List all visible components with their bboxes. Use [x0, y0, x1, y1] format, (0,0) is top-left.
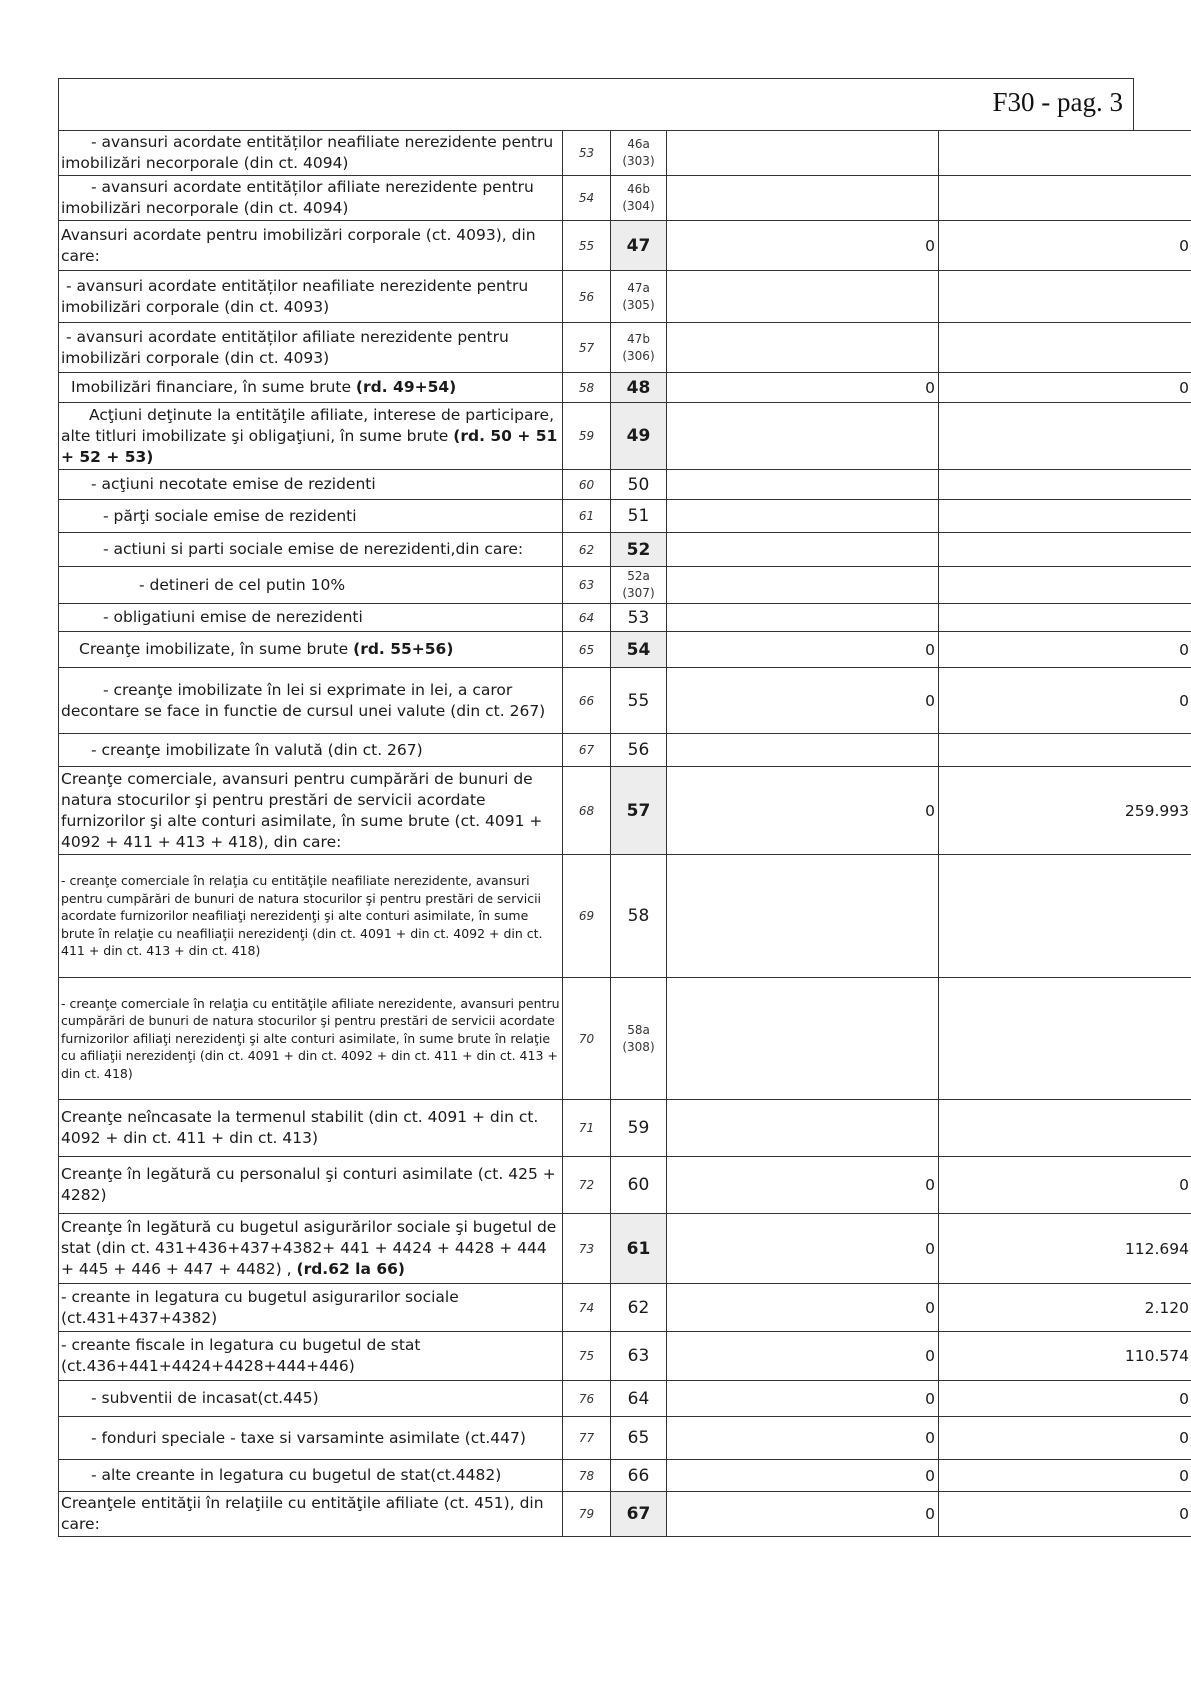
row-number: 76 [563, 1381, 611, 1417]
row-formula: (rd.62 la 66) [296, 1260, 405, 1278]
value-prior-period: 0 [667, 1417, 939, 1460]
row-description [59, 668, 563, 734]
table-row [59, 604, 1191, 632]
value-current-period [939, 176, 1191, 221]
value-prior-period: 0 [667, 1157, 939, 1214]
value-prior-period [667, 403, 939, 470]
row-code-label: 58a [627, 1022, 650, 1037]
row-code: 52 [611, 533, 667, 567]
row-code [611, 271, 667, 323]
row-number: 74 [563, 1284, 611, 1332]
row-code [611, 567, 667, 604]
row-number: 78 [563, 1460, 611, 1492]
row-code: 66 [611, 1460, 667, 1492]
value-current-period: 0 [939, 221, 1191, 271]
value-prior-period: 0 [667, 1381, 939, 1417]
row-description [59, 1417, 563, 1460]
table-row [59, 176, 1191, 221]
form-page [58, 78, 1189, 1537]
row-description-text: - obligatiuni emise de nerezidenti [103, 608, 363, 626]
row-code: 50 [611, 470, 667, 500]
table-body [59, 131, 1191, 1537]
value-prior-period [667, 604, 939, 632]
row-code-sub: (303) [622, 154, 655, 168]
row-description-text: Avansuri acordate pentru imobilizări corporale (ct. 4093), din care: [61, 225, 536, 265]
row-description-text: - creanţe comerciale în relaţia cu entităţile neafiliate nerezidente, avansuri pentru cumpărări de bunuri de natura stocurilor şi pentru prestări de servicii acordate furnizorilor neafiliaţi nerezidenţi şi alte conturi asimilate, în sume brute în relaţie cu neafiliaţii nerezidenţi (din ct. 4091 + din ct. 4092 + din ct. 411 + din ct. 413 + din ct. 418) [61, 873, 543, 959]
row-description [59, 567, 563, 604]
value-current-period: 0 [939, 1460, 1191, 1492]
value-current-period: 0 [939, 668, 1191, 734]
row-description-text: - creanţe comerciale în relaţia cu entităţile afiliate nerezidente, avansuri pentru cumpărări de bunuri de natura stocurilor şi pentru prestări de servicii acordate furnizorilor afiliaţi nerezidenţi şi alte conturi asimilate, în sume brute în relaţie cu afiliaţii nerezidenţi (din ct. 4091 + din ct. 4092 + din ct. 411 + din ct. 413 + din ct. 418) [61, 995, 560, 1081]
value-current-period [939, 500, 1191, 533]
value-prior-period [667, 855, 939, 978]
row-number: 59 [563, 403, 611, 470]
table-row [59, 131, 1191, 176]
table-row [59, 533, 1191, 567]
value-prior-period [667, 470, 939, 500]
value-current-period [939, 1100, 1191, 1157]
row-description-text: - părţi sociale emise de rezidenti [103, 506, 357, 525]
row-description [59, 1381, 563, 1417]
row-formula: (rd. 50 + 51 + 52 + 53) [61, 426, 558, 466]
row-number: 64 [563, 604, 611, 632]
value-current-period [939, 604, 1191, 632]
row-code [611, 323, 667, 373]
row-description-text: Acţiuni deţinute la entităţile afiliate, interese de participare, alte titluri imobilizate şi obligaţiuni, în sume brute [61, 405, 555, 445]
value-current-period [939, 470, 1191, 500]
row-description-text: - creante fiscale in legatura cu bugetul de stat (ct.436+441+4424+4428+444+446) [61, 1336, 421, 1375]
table-row [59, 403, 1191, 470]
row-code-sub: (307) [622, 586, 655, 600]
table-row [59, 767, 1191, 855]
row-description [59, 1100, 563, 1157]
row-description [59, 855, 563, 978]
row-description-text: Creanţe în legătură cu personalul şi conturi asimilate (ct. 425 + 4282) [61, 1165, 556, 1204]
row-description [59, 1460, 563, 1492]
row-number: 54 [563, 176, 611, 221]
row-number: 58 [563, 373, 611, 403]
row-description [59, 632, 563, 668]
table-row [59, 1157, 1191, 1214]
value-current-period: 0 [939, 1157, 1191, 1214]
value-prior-period [667, 533, 939, 567]
row-description [59, 978, 563, 1100]
row-description-text: - avansuri acordate entităților afiliate nerezidente pentru imobilizări necorporale (din ct. 4094) [61, 178, 534, 217]
row-code: 67 [611, 1492, 667, 1537]
table-row [59, 500, 1191, 533]
table-row [59, 373, 1191, 403]
row-code: 64 [611, 1381, 667, 1417]
row-code: 58 [611, 855, 667, 978]
value-prior-period [667, 131, 939, 176]
value-current-period [939, 734, 1191, 767]
value-prior-period [667, 734, 939, 767]
row-description [59, 470, 563, 500]
value-current-period: 0 [939, 632, 1191, 668]
row-description [59, 533, 563, 567]
row-number: 73 [563, 1214, 611, 1284]
table-row [59, 470, 1191, 500]
row-description [59, 767, 563, 855]
row-number: 70 [563, 978, 611, 1100]
value-prior-period [667, 1100, 939, 1157]
value-prior-period [667, 500, 939, 533]
row-number: 69 [563, 855, 611, 978]
value-current-period: 112.694 [939, 1214, 1191, 1284]
row-description-text: Imobilizări financiare, în sume brute [71, 378, 351, 396]
value-prior-period: 0 [667, 1332, 939, 1381]
row-description [59, 734, 563, 767]
row-number: 62 [563, 533, 611, 567]
value-prior-period: 0 [667, 373, 939, 403]
row-description [59, 1284, 563, 1332]
value-prior-period: 0 [667, 221, 939, 271]
row-number: 68 [563, 767, 611, 855]
row-description [59, 1157, 563, 1214]
row-code: 51 [611, 500, 667, 533]
table-row [59, 271, 1191, 323]
row-code-sub: (308) [622, 1039, 655, 1054]
row-description-text: - acţiuni necotate emise de rezidenti [91, 475, 376, 493]
value-current-period: 259.993 [939, 767, 1191, 855]
row-number: 72 [563, 1157, 611, 1214]
row-code: 49 [611, 403, 667, 470]
row-number: 63 [563, 567, 611, 604]
row-number: 53 [563, 131, 611, 176]
value-current-period: 110.574 [939, 1332, 1191, 1381]
row-code: 47 [611, 221, 667, 271]
value-current-period [939, 271, 1191, 323]
row-code [611, 176, 667, 221]
row-code-label: 47a [627, 280, 650, 295]
row-number: 66 [563, 668, 611, 734]
row-code: 59 [611, 1100, 667, 1157]
row-description [59, 500, 563, 533]
value-prior-period: 0 [667, 1492, 939, 1537]
row-description-text: - subventii de incasat(ct.445) [91, 1389, 319, 1407]
value-current-period [939, 403, 1191, 470]
row-description [59, 131, 563, 176]
value-current-period: 0 [939, 1381, 1191, 1417]
value-current-period: 0 [939, 1417, 1191, 1460]
row-number: 79 [563, 1492, 611, 1537]
row-description [59, 1214, 563, 1284]
row-description [59, 221, 563, 271]
table-row [59, 1214, 1191, 1284]
value-prior-period: 0 [667, 767, 939, 855]
row-description-text: - avansuri acordate entităților neafiliate nerezidente pentru imobilizări necorporale (din ct. 4094) [61, 133, 554, 172]
table-row [59, 734, 1191, 767]
row-code-sub: (304) [622, 199, 655, 213]
value-current-period [939, 323, 1191, 373]
table-row [59, 1284, 1191, 1332]
row-code: 56 [611, 734, 667, 767]
row-number: 67 [563, 734, 611, 767]
table-row [59, 1332, 1191, 1381]
table-row [59, 1381, 1191, 1417]
row-description [59, 176, 563, 221]
row-code-sub: (306) [622, 348, 655, 363]
row-number: 75 [563, 1332, 611, 1381]
table-row [59, 221, 1191, 271]
value-prior-period: 0 [667, 632, 939, 668]
row-code: 61 [611, 1214, 667, 1284]
value-prior-period [667, 567, 939, 604]
value-current-period [939, 533, 1191, 567]
row-description-text: - detineri de cel putin 10% [139, 575, 346, 594]
row-description-text: - alte creante in legatura cu bugetul de stat(ct.4482) [91, 1466, 502, 1484]
row-number: 56 [563, 271, 611, 323]
row-description-text: - avansuri acordate entităților afiliate nerezidente pentru imobilizări corporale (din ct. 4093) [61, 327, 509, 367]
value-prior-period [667, 978, 939, 1100]
value-current-period [939, 567, 1191, 604]
row-code: 57 [611, 767, 667, 855]
table-row [59, 323, 1191, 373]
row-number: 57 [563, 323, 611, 373]
table-row [59, 1417, 1191, 1460]
row-number: 65 [563, 632, 611, 668]
value-current-period [939, 855, 1191, 978]
row-code [611, 978, 667, 1100]
row-code-label: 47b [627, 331, 650, 346]
row-code: 48 [611, 373, 667, 403]
row-number: 71 [563, 1100, 611, 1157]
row-description-text: Creanţe comerciale, avansuri pentru cumpărări de bunuri de natura stocurilor şi pentru prestări de servicii acordate furnizorilor şi alte conturi asimilate, în sume brute (ct. 4091 + 4092 + 411 + 413 + 418), din care: [61, 769, 543, 851]
row-number: 77 [563, 1417, 611, 1460]
row-description [59, 323, 563, 373]
value-prior-period [667, 176, 939, 221]
row-description-text: Creanţele entităţii în relaţiile cu entităţile afiliate (ct. 451), din care: [61, 1494, 544, 1533]
table-row [59, 567, 1191, 604]
row-description-text: Creanţe neîncasate la termenul stabilit (din ct. 4091 + din ct. 4092 + din ct. 411 + din ct. 413) [61, 1108, 539, 1147]
row-description-text: Creanţe imobilizate, în sume brute [79, 640, 349, 658]
row-code-sub: (305) [622, 297, 655, 312]
table-row [59, 1460, 1191, 1492]
row-code: 54 [611, 632, 667, 668]
value-prior-period: 0 [667, 668, 939, 734]
table-row [59, 668, 1191, 734]
value-prior-period [667, 271, 939, 323]
row-description [59, 1332, 563, 1381]
row-code: 55 [611, 668, 667, 734]
value-current-period [939, 978, 1191, 1100]
value-current-period: 0 [939, 1492, 1191, 1537]
row-description-text: - creante in legatura cu bugetul asigurarilor sociale (ct.431+437+4382) [61, 1287, 459, 1327]
row-description-text: - fonduri speciale - taxe si varsaminte asimilate (ct.447) [91, 1428, 526, 1447]
row-number: 60 [563, 470, 611, 500]
row-description-text: Creanţe în legătură cu bugetul asigurărilor sociale şi bugetul de stat (din ct. 431+436+437+4382+ 441 + 4424 + 4428 + 444 + 445 + 446 + 447 + 4482) , [61, 1218, 557, 1278]
row-description [59, 1492, 563, 1537]
row-description [59, 403, 563, 470]
row-code: 60 [611, 1157, 667, 1214]
value-current-period: 2.120 [939, 1284, 1191, 1332]
row-description-text: - creanţe imobilizate în valută (din ct. 267) [91, 740, 423, 759]
row-description [59, 271, 563, 323]
row-code: 62 [611, 1284, 667, 1332]
row-formula: (rd. 55+56) [353, 640, 454, 658]
value-current-period [939, 131, 1191, 176]
table-row [59, 978, 1191, 1100]
row-description [59, 604, 563, 632]
value-prior-period: 0 [667, 1214, 939, 1284]
page-label: F30 - pag. 3 [992, 87, 1123, 117]
row-number: 55 [563, 221, 611, 271]
balance-table [58, 130, 1191, 1537]
row-code-label: 52a [627, 569, 650, 583]
row-code: 65 [611, 1417, 667, 1460]
row-code-label: 46b [627, 182, 650, 196]
value-prior-period: 0 [667, 1284, 939, 1332]
table-row [59, 1492, 1191, 1537]
row-formula: (rd. 49+54) [355, 378, 457, 396]
row-code [611, 131, 667, 176]
value-prior-period [667, 323, 939, 373]
row-description [59, 373, 563, 403]
row-number: 61 [563, 500, 611, 533]
table-row [59, 855, 1191, 978]
row-description-text: - avansuri acordate entităților neafiliate nerezidente pentru imobilizări corporale (din ct. 4093) [61, 276, 529, 316]
row-code: 63 [611, 1332, 667, 1381]
page-header [58, 78, 1134, 130]
row-code-label: 46a [627, 137, 650, 151]
value-prior-period: 0 [667, 1460, 939, 1492]
row-description-text: - actiuni si parti sociale emise de nerezidenti,din care: [103, 540, 524, 558]
row-description-text: - creanţe imobilizate în lei si exprimate in lei, a caror decontare se face in functie de cursul unei valute (din ct. 267) [61, 680, 546, 720]
table-row [59, 1100, 1191, 1157]
table-row [59, 632, 1191, 668]
row-code: 53 [611, 604, 667, 632]
value-current-period: 0 [939, 373, 1191, 403]
